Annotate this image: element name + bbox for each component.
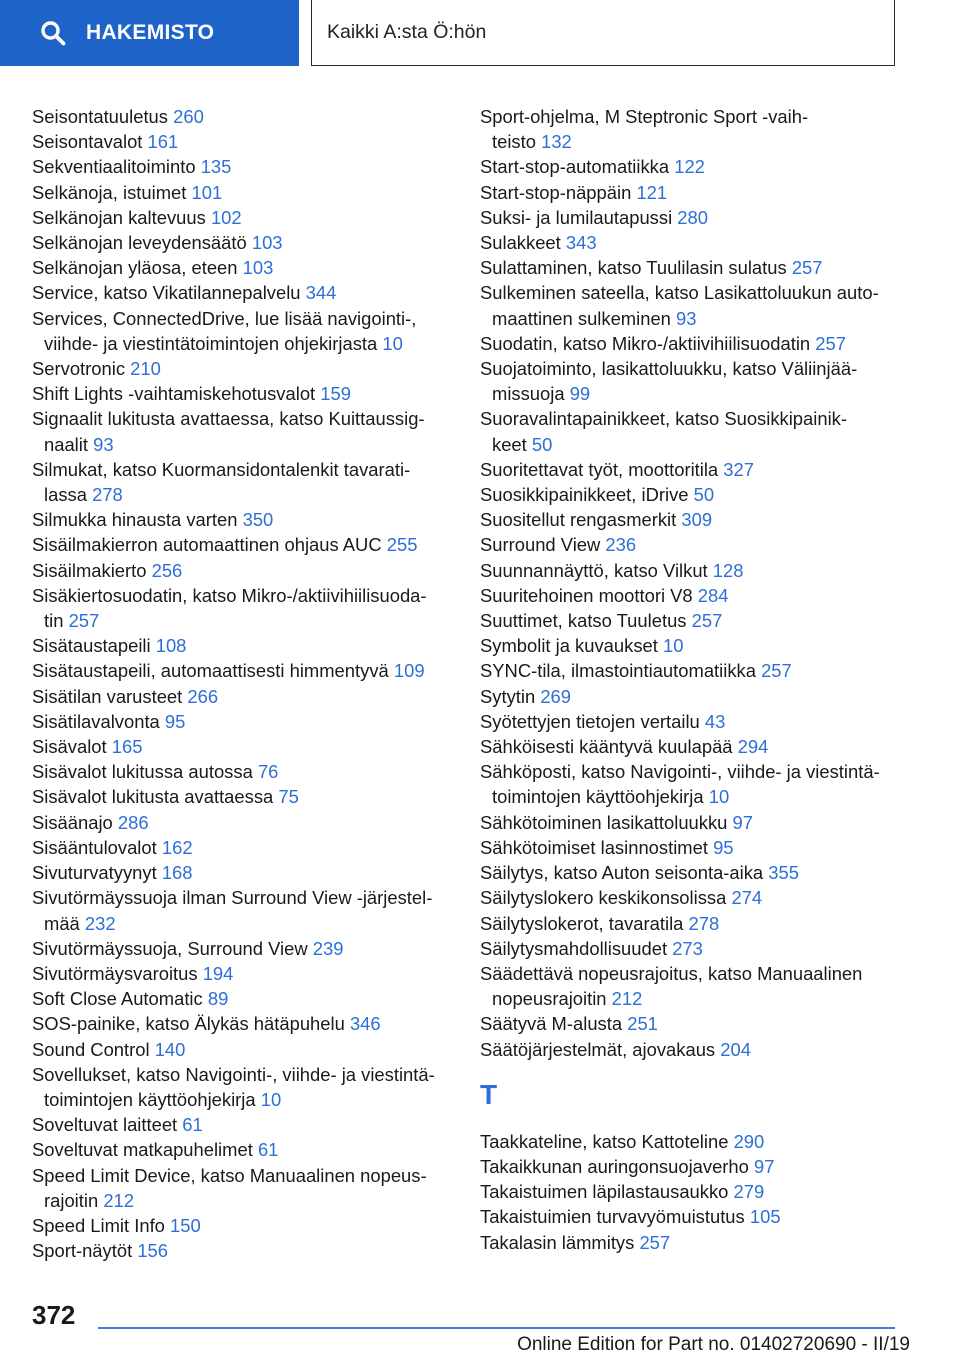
entry-term-continued: maattinen sulkeminen [492, 307, 671, 329]
entry-term: Sivutörmäysvaroitus [32, 962, 198, 984]
entry-term: Säätöjärjestelmät, ajovakaus [480, 1038, 716, 1060]
index-entry [480, 684, 910, 709]
entry-term: Sisävalot lukitusta avattaessa [32, 786, 274, 808]
page-link[interactable]: 212 [103, 1189, 134, 1211]
entry-term: Säädettävä nopeusrajoitus, katso Manuaalinen [480, 962, 863, 984]
page-link[interactable]: 194 [202, 962, 234, 984]
page-link[interactable]: 279 [733, 1181, 765, 1203]
entry-term-continued: missuoja [492, 383, 565, 405]
entry-term: Sport-ohjelma, M Steptronic Sport -vaih- [480, 106, 809, 127]
index-entry [480, 482, 910, 507]
entry-term: Säilytyslokero keskikonsolissa [480, 887, 727, 909]
page-link[interactable]: 159 [320, 383, 351, 405]
entry-term: Sisätilan varusteet [32, 685, 183, 707]
entry-term: Säilytys, katso Auton seisonta-aika [480, 862, 764, 884]
index-entry [32, 961, 452, 986]
page-link[interactable]: 290 [733, 1130, 765, 1152]
page-link[interactable]: 257 [639, 1231, 671, 1253]
page-link[interactable]: 346 [349, 1013, 381, 1035]
page-link[interactable]: 168 [161, 862, 193, 884]
index-entry [480, 835, 910, 860]
entry-term-continued: lassa [44, 484, 87, 506]
entry-term: Sisäänajo [32, 811, 113, 833]
index-entry [480, 860, 910, 885]
index-entry [32, 230, 452, 255]
entry-term: Suoritettavat työt, moottoritila [480, 458, 719, 480]
page-link[interactable]: 343 [565, 232, 597, 254]
entry-term: Sivutörmäyssuoja, Surround View [32, 937, 308, 959]
index-entry [480, 255, 910, 280]
entry-term-continued: teisto [492, 131, 536, 153]
index-entry [32, 1163, 452, 1213]
page-link[interactable]: 204 [720, 1038, 751, 1060]
entry-term: Säätyvä M-alusta [480, 1013, 623, 1035]
entry-term: Sisävalot [32, 736, 107, 758]
index-entry [32, 356, 452, 381]
index-entry [32, 558, 452, 583]
page-link[interactable]: 109 [393, 660, 425, 682]
entry-term: Takaistuimien turvavyömuistutus [480, 1206, 745, 1228]
index-tab[interactable] [0, 0, 299, 66]
page-link[interactable]: 273 [672, 937, 703, 959]
index-entry [480, 180, 910, 205]
page-link[interactable]: 327 [723, 458, 754, 480]
index-column-right [480, 104, 910, 1255]
entry-term: Seisontatuuletus [32, 106, 168, 127]
page-link[interactable]: 350 [242, 509, 274, 531]
page-link[interactable]: 278 [92, 484, 123, 506]
page-link[interactable]: 156 [137, 1240, 168, 1262]
page-link[interactable]: 103 [242, 257, 274, 279]
index-entry [32, 205, 452, 230]
entry-term: Sähköposti, katso Navigointi-, viihde- ja viestintä- [480, 761, 880, 783]
index-entry [480, 558, 910, 583]
page-link[interactable]: 269 [540, 685, 572, 707]
index-entry [32, 709, 452, 734]
entry-term: Servotronic [32, 358, 126, 380]
entry-term: Sulkeminen sateella, katso Lasikattoluukun auto- [480, 282, 879, 304]
entry-term: Speed Limit Device, katso Manuaalinen nopeus- [32, 1164, 427, 1186]
page-link[interactable]: 97 [732, 811, 753, 833]
page-link[interactable]: 43 [704, 710, 726, 732]
entry-term: Selkänojan kaltevuus [32, 206, 206, 228]
index-entry [32, 129, 452, 154]
page-link[interactable]: 89 [207, 988, 229, 1010]
index-entry [480, 658, 910, 683]
entry-term: Sovellukset, katso Navigointi-, viihde- ja viestintä- [32, 1063, 435, 1085]
entry-term: SOS-painike, katso Älykäs hätäpuhelu [32, 1013, 345, 1035]
entry-term: Suksi- ja lumilautapussi [480, 206, 673, 228]
page-link[interactable]: 95 [164, 710, 186, 732]
index-entry [32, 306, 452, 356]
entry-term: Soveltuvat laitteet [32, 1114, 178, 1136]
entry-term: Services, ConnectedDrive, lue lisää navigointi-, [32, 307, 417, 329]
index-entry [480, 1011, 910, 1036]
page-link[interactable]: 132 [541, 131, 572, 153]
entry-term: Sisätaustapeili, automaattisesti himmentyvä [32, 660, 389, 682]
index-entry [480, 331, 910, 356]
entry-term: Suositellut rengasmerkit [480, 509, 677, 531]
page-link[interactable]: 278 [688, 912, 720, 934]
index-entry [32, 658, 452, 683]
page-link[interactable]: 210 [130, 358, 161, 380]
index-entry [480, 532, 910, 557]
index-entry [480, 154, 910, 179]
index-entry [32, 1238, 452, 1263]
entry-term: Suojatoiminto, lasikattoluukku, katso Väliinjää- [480, 358, 858, 380]
index-entry [480, 356, 910, 406]
entry-term: Sport-näytöt [32, 1240, 133, 1262]
entry-term: Silmukka hinausta varten [32, 509, 238, 531]
page-link[interactable]: 260 [173, 106, 204, 127]
page-link[interactable]: 344 [305, 282, 337, 304]
entry-term: Suosikkipainikkeet, iDrive [480, 484, 689, 506]
entry-term: Suuttimet, katso Tuuletus [480, 610, 687, 632]
entry-term: Sisävalot lukitussa autossa [32, 761, 253, 783]
page-link[interactable]: 140 [154, 1038, 186, 1060]
index-entry [480, 1179, 910, 1204]
index-entry [480, 583, 910, 608]
entry-term: Sekventiaalitoiminto [32, 156, 196, 178]
page-link[interactable]: 97 [754, 1155, 775, 1177]
page-link[interactable]: 10 [662, 635, 684, 657]
index-entry [480, 734, 910, 759]
entry-term: Takaikkunan auringonsuojaverho [480, 1155, 749, 1177]
page-link[interactable]: 108 [155, 635, 187, 657]
entry-term: Service, katso Vikatilannepalvelu [32, 282, 301, 304]
entry-term: Suoravalintapainikkeet, katso Suosikkipainik- [480, 408, 847, 430]
entry-term: Signaalit lukitusta avattaessa, katso Kuittaussig- [32, 408, 425, 430]
entry-term: Sähkötoiminen lasikattoluukku [480, 811, 728, 833]
page-link[interactable]: 232 [84, 912, 116, 934]
page-link[interactable]: 61 [182, 1114, 203, 1136]
page-link[interactable]: 257 [68, 610, 100, 632]
page-number: 372 [32, 1300, 76, 1330]
entry-term-continued: rajoitin [44, 1189, 99, 1211]
entry-term: Sivuturvatyynyt [32, 862, 157, 884]
page-link[interactable]: 99 [569, 383, 591, 405]
entry-term: Takalasin lämmitys [480, 1231, 635, 1253]
entry-term: Sisäilmakierron automaattinen ohjaus AUC [32, 534, 382, 556]
index-entry [480, 205, 910, 230]
page-link[interactable]: 239 [312, 937, 344, 959]
entry-term: Silmukat, katso Kuormansidontalenkit tavarati- [32, 458, 411, 480]
index-entry [32, 810, 452, 835]
page-link[interactable]: 122 [674, 156, 705, 178]
entry-term: Suodatin, katso Mikro-/aktiivihiilisuodatin [480, 332, 811, 354]
entry-term: Selkänoja, istuimet [32, 181, 187, 203]
section-letter: T [480, 1078, 498, 1110]
index-entry [32, 1011, 452, 1036]
page-link[interactable]: 280 [677, 206, 708, 228]
entry-term: Suunnannäyttö, katso Vilkut [480, 559, 708, 581]
entry-term: Sisätilavalvonta [32, 710, 160, 732]
page-link[interactable]: 355 [768, 862, 799, 884]
index-entry [32, 180, 452, 205]
index-entry [32, 936, 452, 961]
index-entry [480, 1204, 910, 1229]
index-entry [32, 734, 452, 759]
entry-term: Sound Control [32, 1038, 150, 1060]
page-link[interactable]: 135 [200, 156, 232, 178]
entry-term: Speed Limit Info [32, 1214, 165, 1236]
index-entry [32, 784, 452, 809]
page-link[interactable]: 309 [681, 509, 713, 531]
index-entry [480, 280, 910, 330]
page-link[interactable]: 165 [111, 736, 143, 758]
index-entry [32, 1112, 452, 1137]
page-link[interactable]: 212 [611, 988, 643, 1010]
entry-term: Sähköisesti kääntyvä kuulapää [480, 736, 733, 758]
entry-term: Suuritehoinen moottori V8 [480, 584, 693, 606]
entry-term: Selkänojan leveydensäätö [32, 232, 247, 254]
entry-term: Shift Lights -vaihtamiskehotusvalot [32, 383, 316, 405]
page-link[interactable]: 93 [676, 307, 697, 329]
index-entry [32, 986, 452, 1011]
index-entry [480, 1129, 910, 1154]
page-link[interactable]: 93 [93, 433, 114, 455]
entry-term: Selkänojan yläosa, eteen [32, 257, 238, 279]
index-entry [480, 507, 910, 532]
index-entry [480, 633, 910, 658]
entry-term: Sivutörmäyssuoja ilman Surround View -järjestel- [32, 887, 433, 909]
entry-term: Takaistuimen läpilastausaukko [480, 1181, 729, 1203]
index-entry [32, 280, 452, 305]
page-link[interactable]: 10 [260, 1088, 282, 1110]
index-entry [32, 1037, 452, 1062]
entry-term: Symbolit ja kuvaukset [480, 635, 658, 657]
entry-term: SYNC-tila, ilmastointiautomatiikka [480, 660, 756, 682]
page-link[interactable]: 284 [697, 584, 729, 606]
index-entry [32, 1062, 452, 1112]
entry-term: Sisätaustapeili [32, 635, 151, 657]
page-link[interactable]: 61 [257, 1139, 279, 1161]
page-link[interactable]: 103 [251, 232, 283, 254]
page-link[interactable]: 257 [815, 332, 846, 354]
page-link[interactable]: 257 [691, 610, 723, 632]
index-entry [32, 885, 452, 935]
page-link[interactable]: 10 [382, 332, 403, 354]
entry-term: Sisääntulovalot [32, 836, 157, 858]
index-entry [480, 885, 910, 910]
index-entry [32, 104, 452, 129]
index-entry [480, 608, 910, 633]
page-link[interactable]: 95 [713, 836, 734, 858]
entry-term-continued: toimintojen käyttöohjekirja [44, 1088, 256, 1110]
index-entry [32, 154, 452, 179]
index-entry [480, 1037, 910, 1062]
index-entry [480, 709, 910, 734]
entry-term: Sytytin [480, 685, 536, 707]
index-entry [32, 406, 452, 456]
entry-term: Start-stop-näppäin [480, 181, 632, 203]
page-link[interactable]: 274 [731, 887, 763, 909]
top-bar [0, 0, 960, 66]
index-entry [32, 381, 452, 406]
entry-term: Soveltuvat matkapuhelimet [32, 1139, 253, 1161]
index-entry [480, 230, 910, 255]
page-link[interactable]: 10 [708, 786, 730, 808]
index-entry [32, 532, 452, 557]
index-entry [480, 911, 910, 936]
index-entry [32, 860, 452, 885]
search-icon [40, 20, 66, 46]
index-entry [32, 684, 452, 709]
index-entry [480, 406, 910, 456]
page-link[interactable]: 101 [191, 181, 223, 203]
index-entry [480, 810, 910, 835]
index-entry [32, 835, 452, 860]
edition-footer: Online Edition for Part no. 01402720690 - II/19 [517, 1334, 910, 1355]
page-link[interactable]: 76 [257, 761, 279, 783]
entry-term: Säilytysmahdollisuudet [480, 937, 668, 959]
page-link[interactable]: 286 [117, 811, 149, 833]
entry-term: Sisäilmakierto [32, 559, 147, 581]
index-entry [480, 961, 910, 1011]
page-link[interactable]: 251 [627, 1013, 658, 1035]
index-entry [480, 759, 910, 809]
entry-term: Start-stop-automatiikka [480, 156, 670, 178]
entry-term-continued: toimintojen käyttöohjekirja [492, 786, 704, 808]
entry-term: Sulakkeet [480, 232, 561, 254]
footer-divider [98, 1327, 895, 1329]
index-entry [32, 1213, 452, 1238]
page-link[interactable]: 161 [147, 131, 179, 153]
entry-term: Syötettyjen tietojen vertailu [480, 710, 700, 732]
index-entry [32, 633, 452, 658]
entry-term: Soft Close Automatic [32, 988, 203, 1010]
section-tab[interactable] [311, 0, 895, 66]
page-link[interactable]: 75 [278, 786, 299, 808]
index-entry [480, 104, 910, 154]
page-link[interactable]: 256 [151, 559, 183, 581]
page-link[interactable]: 266 [187, 685, 219, 707]
index-column-left [32, 104, 452, 1263]
page-link[interactable]: 128 [712, 559, 744, 581]
index-entry [480, 936, 910, 961]
entry-term-continued: viihde- ja viestintätoimintojen ohjekirjasta [44, 332, 378, 354]
page-link[interactable]: 102 [210, 206, 242, 228]
entry-term: Seisontavalot [32, 131, 143, 153]
index-entry [480, 1154, 910, 1179]
page-link[interactable]: 257 [791, 257, 823, 279]
index-entry [32, 1137, 452, 1162]
entry-term: Surround View [480, 534, 601, 556]
index-entry [32, 583, 452, 633]
page-link[interactable]: 121 [636, 181, 668, 203]
index-entry [32, 457, 452, 507]
page-link[interactable]: 257 [761, 660, 792, 682]
page-link[interactable]: 105 [749, 1206, 781, 1228]
index-entry [32, 255, 452, 280]
entry-term-continued: tin [44, 610, 64, 632]
entry-term: Taakkateline, katso Kattoteline [480, 1130, 729, 1152]
page-link[interactable]: 236 [605, 534, 637, 556]
page-link[interactable]: 255 [386, 534, 418, 556]
page-link[interactable]: 294 [737, 736, 769, 758]
index-entry [32, 507, 452, 532]
entry-term: Sähkötoimiset lasinnostimet [480, 836, 708, 858]
index-entry [480, 1230, 910, 1255]
entry-term-continued: mää [44, 912, 80, 934]
section-tab-label: Kaikki A:sta Ö:hön [327, 21, 487, 43]
entry-term: Säilytyslokerot, tavaratila [480, 912, 684, 934]
page-link[interactable]: 162 [161, 836, 193, 858]
page-link[interactable]: 50 [693, 484, 715, 506]
index-tab-label: HAKEMISTO [86, 21, 215, 44]
index-entry [480, 457, 910, 482]
page-link[interactable]: 50 [531, 433, 553, 455]
entry-term-continued: naalit [44, 433, 88, 455]
entry-term: Sulattaminen, katso Tuulilasin sulatus [480, 257, 787, 279]
page-link[interactable]: 150 [170, 1214, 201, 1236]
index-entry [32, 759, 452, 784]
entry-term: Sisäkiertosuodatin, katso Mikro-/aktiivihiilisuoda- [32, 584, 427, 606]
entry-term-continued: keet [492, 433, 527, 455]
entry-term-continued: nopeusrajoitin [492, 988, 607, 1010]
